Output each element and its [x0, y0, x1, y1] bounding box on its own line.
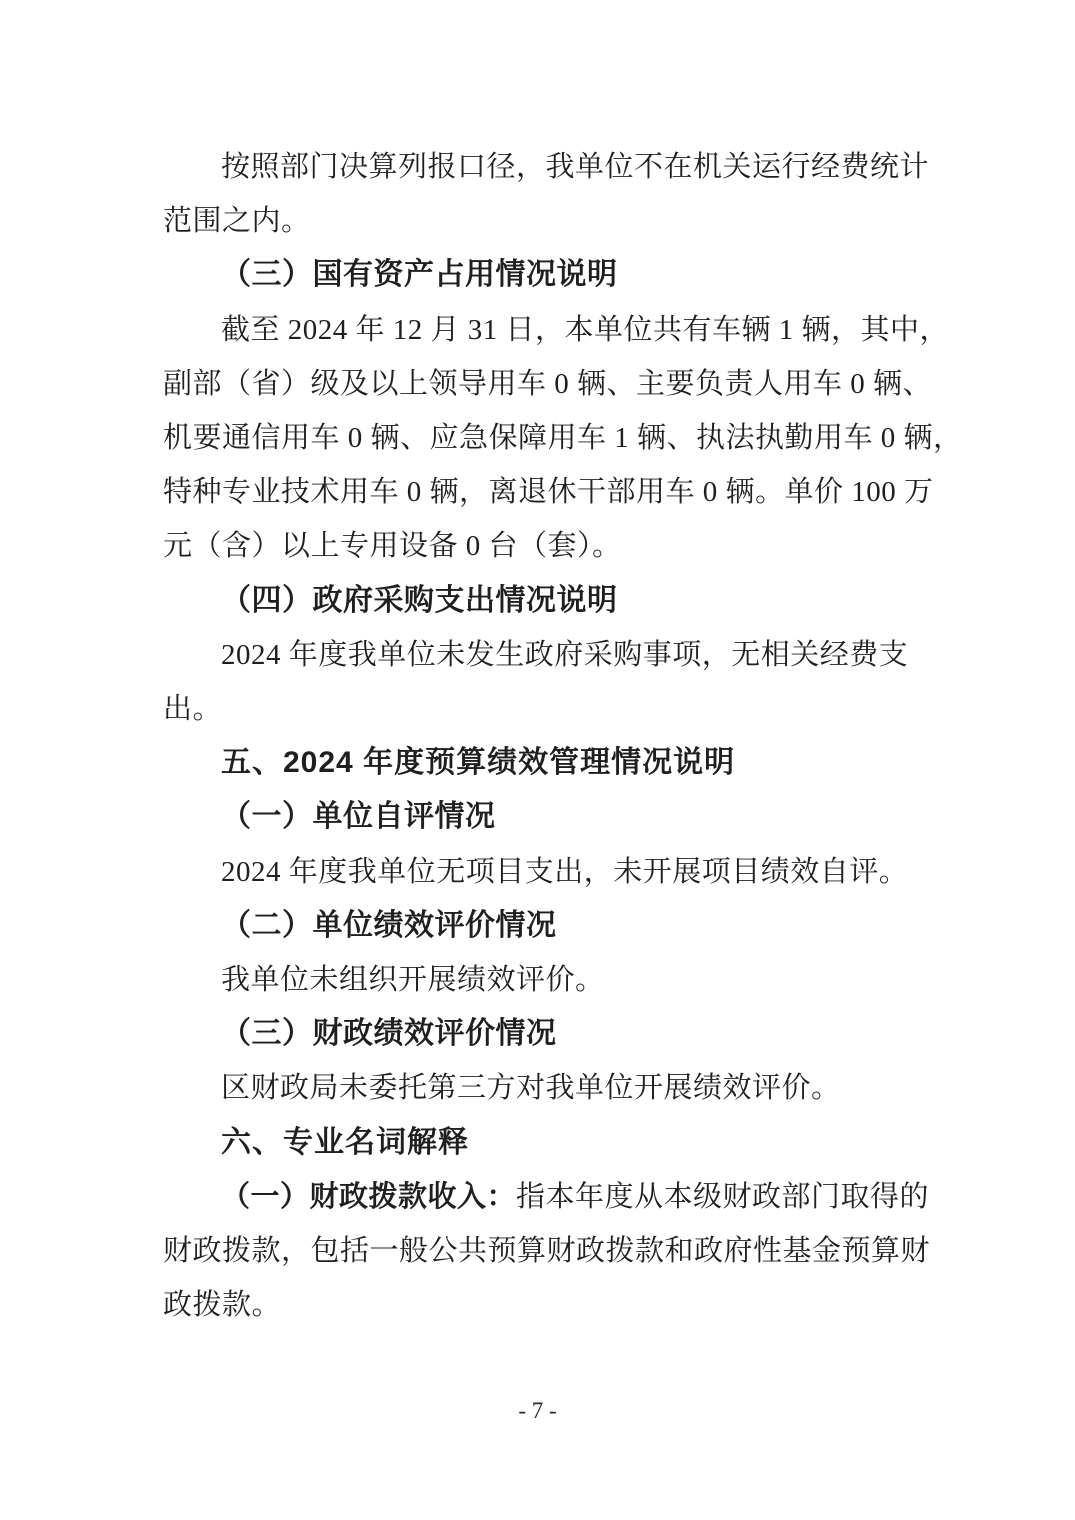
body-line: 2024 年度我单位无项目支出，未开展项目绩效自评。: [221, 855, 909, 888]
body-line: 机要通信用车 0 辆、应急保障用车 1 辆、执法执勤用车 0 辆，: [163, 422, 963, 455]
subsection-heading-gov-procurement: （四）政府采购支出情况说明: [221, 583, 618, 617]
subsection-heading-self-evaluation: （一）单位自评情况: [221, 800, 496, 834]
page-footer: [0, 1396, 1075, 1426]
subsection-heading-unit-evaluation: （二）单位绩效评价情况: [221, 908, 557, 942]
body-line: 按照部门决算列报口径，我单位不在机关运行经费统计: [221, 151, 930, 183]
subsection-heading-fiscal-evaluation: （三）财政绩效评价情况: [221, 1017, 557, 1051]
body-line: 副部（省）级及以上领导用车 0 辆、主要负责人用车 0 辆、: [163, 367, 933, 400]
page-number: - 7 -: [518, 1398, 557, 1423]
term-definition: 指本年度从本级财政部门取得的: [516, 1180, 930, 1213]
body-line: 出。: [163, 693, 223, 726]
section-heading-terminology: 六、专业名词解释: [221, 1125, 469, 1159]
term-title: （一）财政拨款收入：: [221, 1180, 517, 1213]
body-line: 2024 年度我单位未发生政府采购事项，无相关经费支: [221, 638, 909, 671]
body-line: 财政拨款，包括一般公共预算财政拨款和政府性基金预算财: [163, 1235, 931, 1268]
body-line: 政拨款。: [163, 1289, 282, 1322]
term-definition-line: [163, 1170, 930, 1224]
body-line: 范围之内。: [163, 205, 311, 238]
body-line: 特种专业技术用车 0 辆，离退休干部用车 0 辆。单价 100 万: [163, 476, 934, 509]
body-line: 区财政局未委托第三方对我单位开展绩效评价。: [221, 1072, 841, 1105]
document-body: [163, 140, 963, 1332]
body-line: 我单位未组织开展绩效评价。: [221, 964, 605, 997]
body-line: 元（含）以上专用设备 0 台（套）。: [163, 530, 622, 563]
body-line: 截至 2024 年 12 月 31 日，本单位共有车辆 1 辆，其中，: [221, 313, 950, 346]
section-heading-performance-management: 五、2024 年度预算绩效管理情况说明: [221, 746, 736, 780]
subsection-heading-state-assets: （三）国有资产占用情况说明: [221, 258, 618, 292]
